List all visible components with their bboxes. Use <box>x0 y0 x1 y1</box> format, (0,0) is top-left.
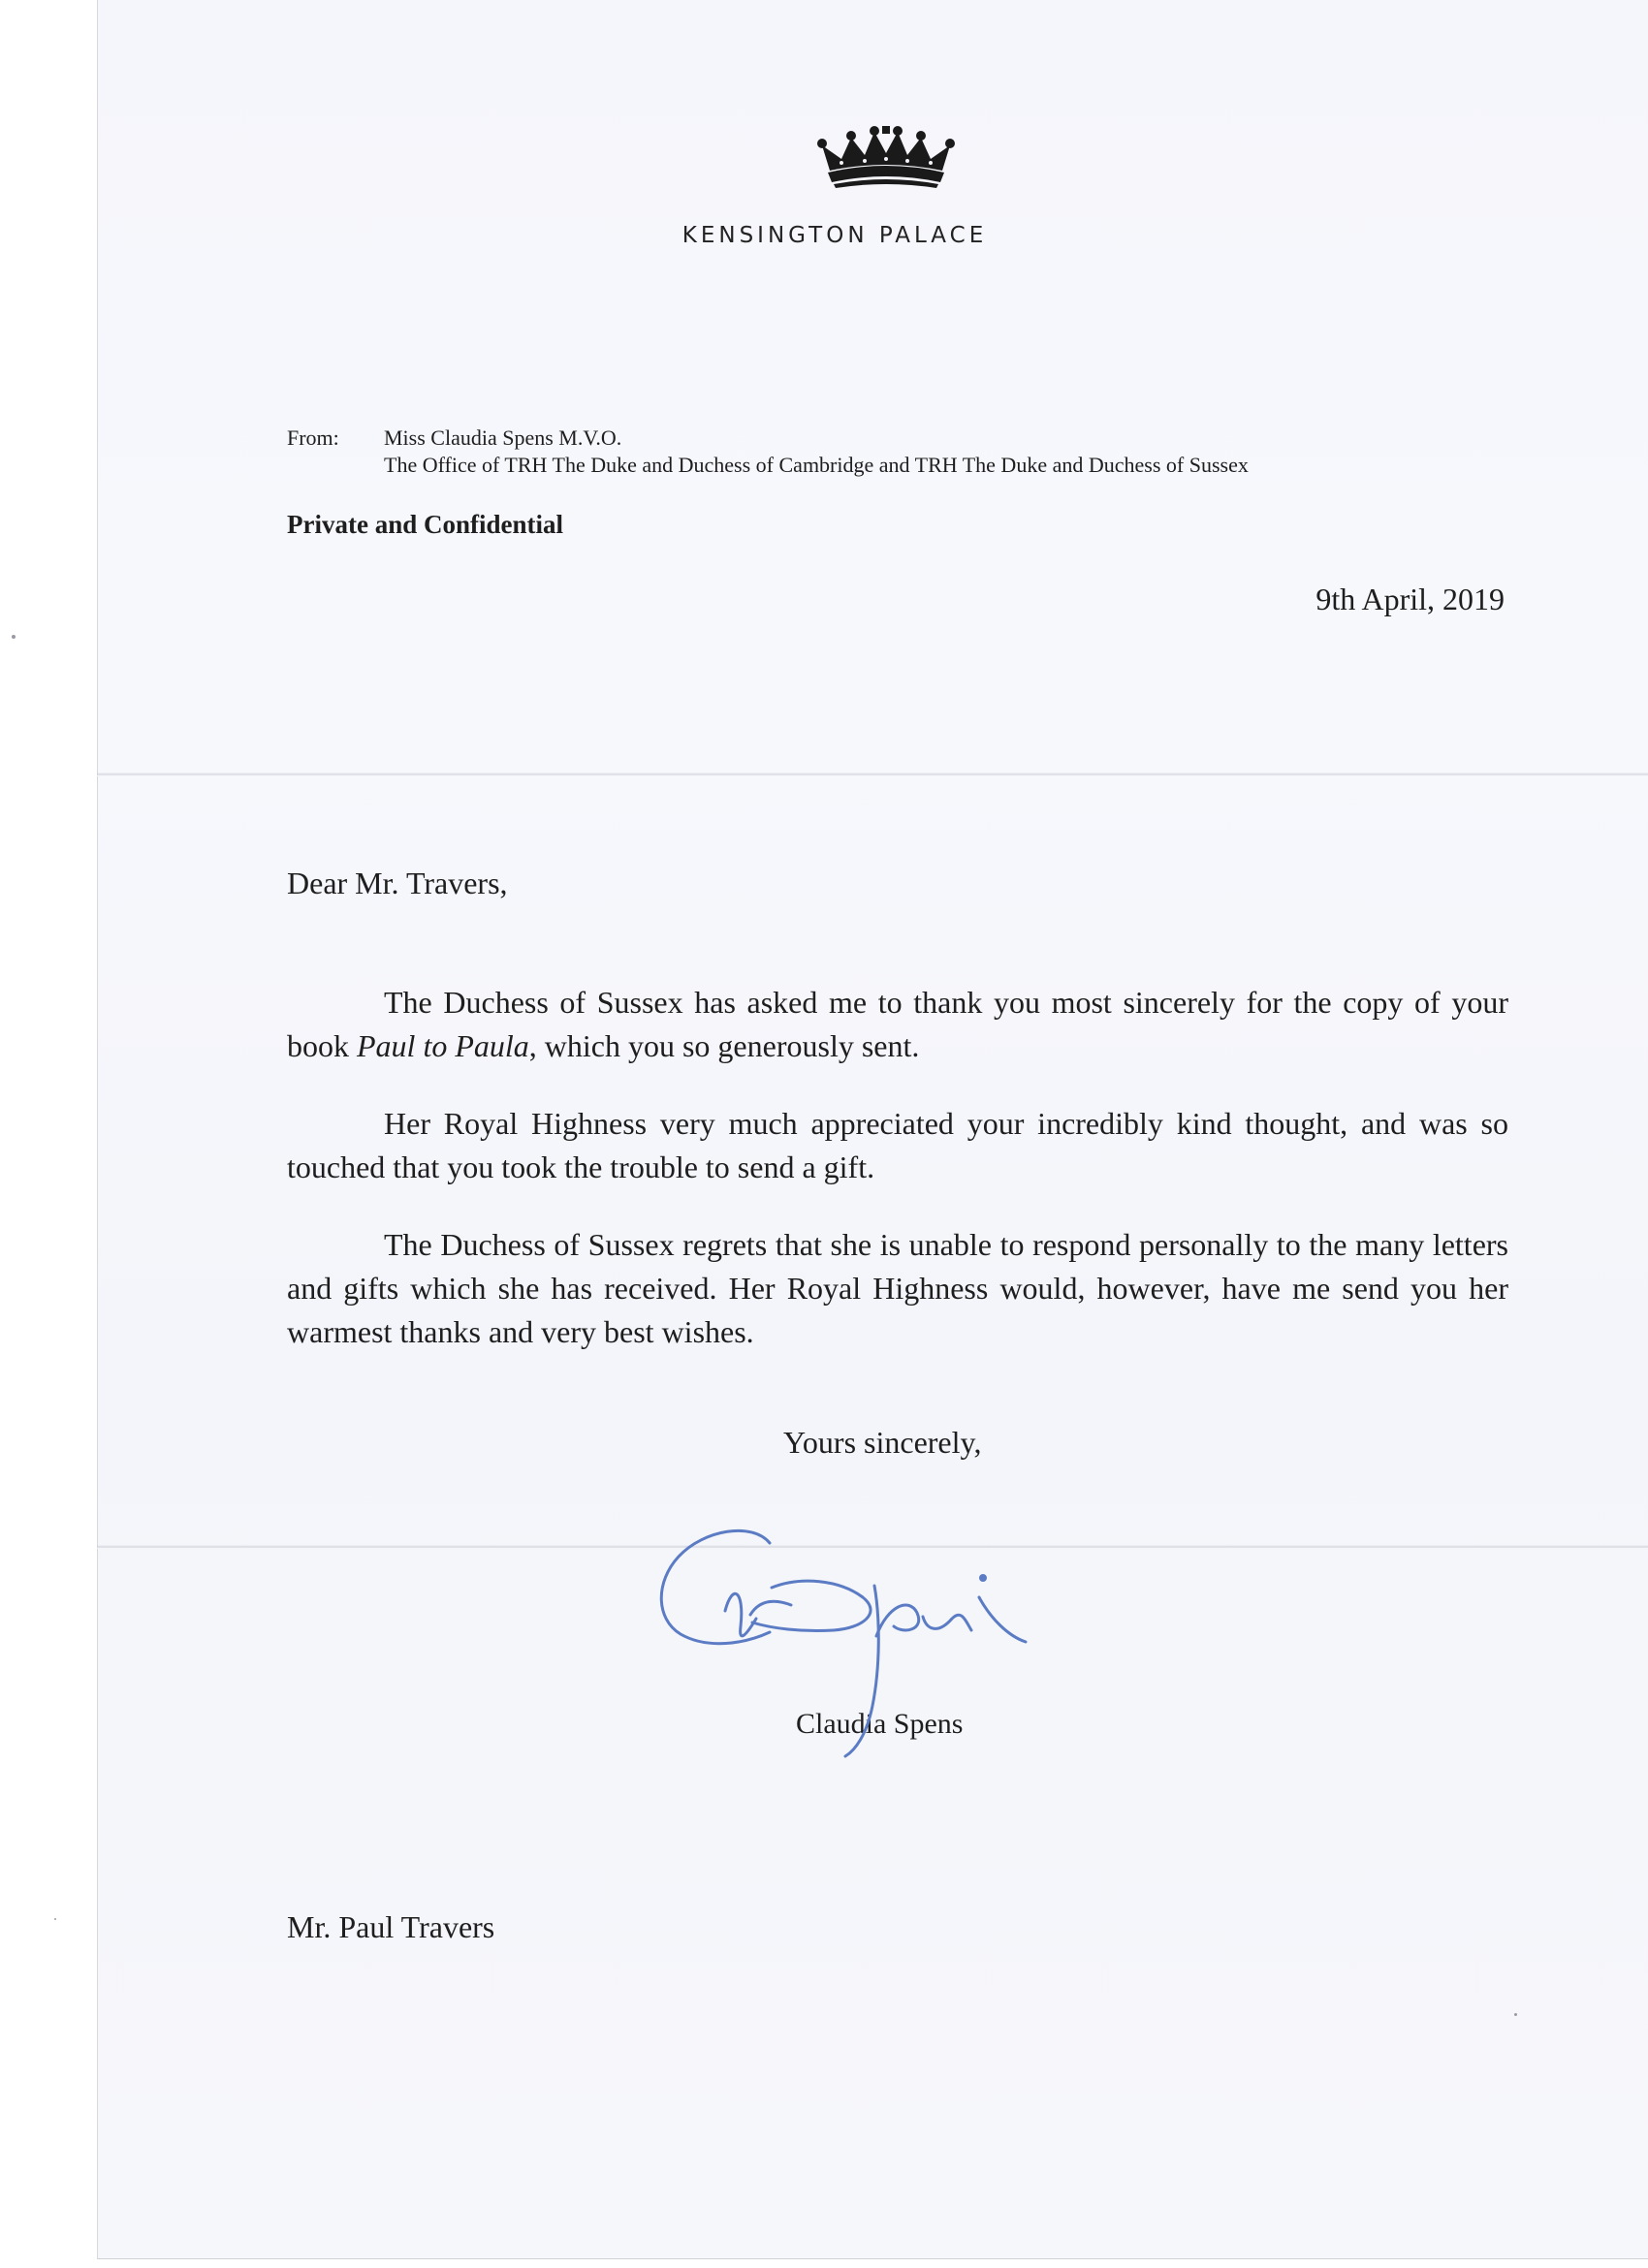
scan-speck <box>1514 2013 1517 2016</box>
paper-fold-line <box>97 772 1648 776</box>
scan-speck <box>54 1918 56 1920</box>
body-paragraph-1 <box>287 981 1508 1068</box>
sender-name: Miss Claudia Spens M.V.O. <box>384 425 622 450</box>
body-paragraph-2: Her Royal Highness very much appreciated your incredibly kind thought, and was so touched that you took the trouble to send a gift. <box>287 1106 1508 1184</box>
book-title: Paul to Paula <box>357 1028 529 1063</box>
scan-speck <box>12 635 16 639</box>
paragraph-text: The Duchess of Sussex has asked me to thank you most sincerely for the copy of your book <box>287 985 1508 1063</box>
letter-date: 9th April, 2019 <box>1315 582 1505 616</box>
confidential-heading: Private and Confidential <box>287 510 564 539</box>
from-label: From: <box>287 425 339 450</box>
closing: Yours sincerely, <box>783 1425 982 1460</box>
signer-name: Claudia Spens <box>796 1708 964 1740</box>
salutation: Dear Mr. Travers, <box>287 866 508 900</box>
sender-office: The Office of TRH The Duke and Duchess of Cambridge and TRH The Duke and Duchess of Sussex <box>384 453 1249 477</box>
paragraph-text: , which you so generously sent. <box>528 1028 920 1063</box>
crown-icon <box>814 124 958 190</box>
letterhead-title: KENSINGTON PALACE <box>681 223 988 248</box>
recipient-name: Mr. Paul Travers <box>287 1909 495 1944</box>
body-paragraph-3: The Duchess of Sussex regrets that she is unable to respond personally to the many letters and gifts which she has received. Her Royal Highness would, however, have me send you her warmest thanks and very best wishes. <box>287 1227 1508 1349</box>
handwritten-signature <box>655 1522 1144 1812</box>
